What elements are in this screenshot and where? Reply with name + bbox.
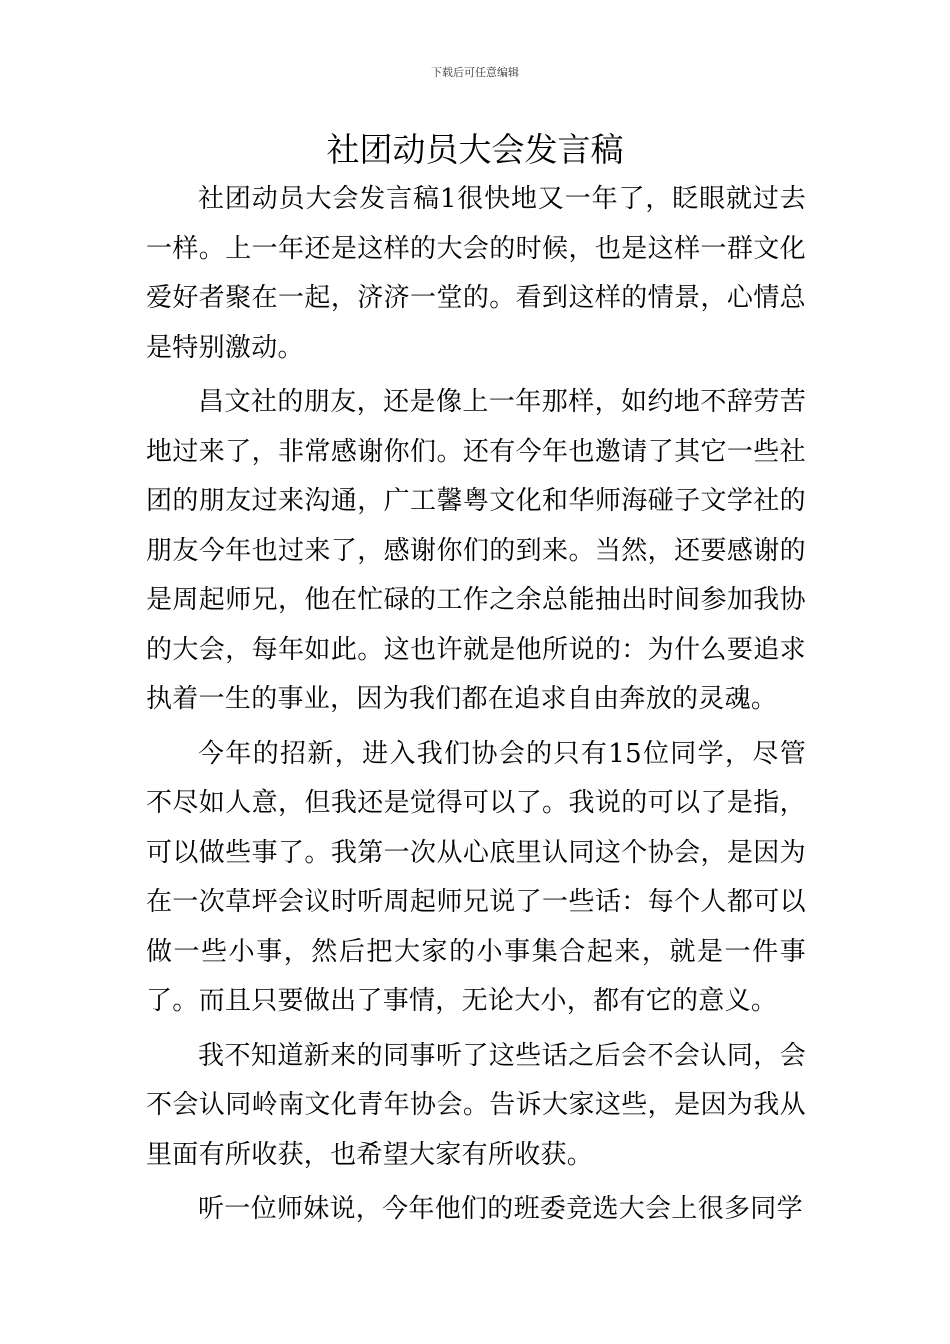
paragraph: 听一位师妹说，今年他们的班委竞选大会上很多同学 bbox=[198, 1194, 803, 1224]
document-body bbox=[146, 175, 806, 1240]
paragraph: 我不知道新来的同事听了这些话之后会不会认同，会不会认同岭南文化青年协会。告诉大家这些，是因为我从里面有所收获，也希望大家有所收获。 bbox=[146, 1040, 806, 1170]
paragraph: 社团动员大会发言稿1很快地又一年了，眨眼就过去一样。上一年还是这样的大会的时候，也是这样一群文化爱好者聚在一起，济济一堂的。看到这样的情景，心情总是特别激动。 bbox=[146, 184, 806, 363]
paragraph: 今年的招新，进入我们协会的只有15位同学，尽管不尽如人意，但我还是觉得可以了。我说的可以了是指，可以做些事了。我第一次从心底里认同这个协会，是因为在一次草坪会议时听周起师兄说了一些话：每个人都可以做一些小事，然后把大家的小事集合起来，就是一件事了。而且只要做出了事情，无论大小，都有它的意义。 bbox=[146, 738, 806, 1016]
paragraph: 昌文社的朋友，还是像上一年那样，如约地不辞劳苦地过来了，非常感谢你们。还有今年也邀请了其它一些社团的朋友过来沟通，广工馨粤文化和华师海碰子文学社的朋友今年也过来了，感谢你们的到来。当然，还要感谢的是周起师兄，他在忙碌的工作之余总能抽出时间参加我协的大会，每年如此。这也许就是他所说的：为什么要追求执着一生的事业，因为我们都在追求自由奔放的灵魂。 bbox=[146, 387, 806, 714]
document-title: 社团动员大会发言稿 bbox=[326, 130, 624, 169]
header-note: 下载后可任意编辑 bbox=[431, 66, 519, 79]
